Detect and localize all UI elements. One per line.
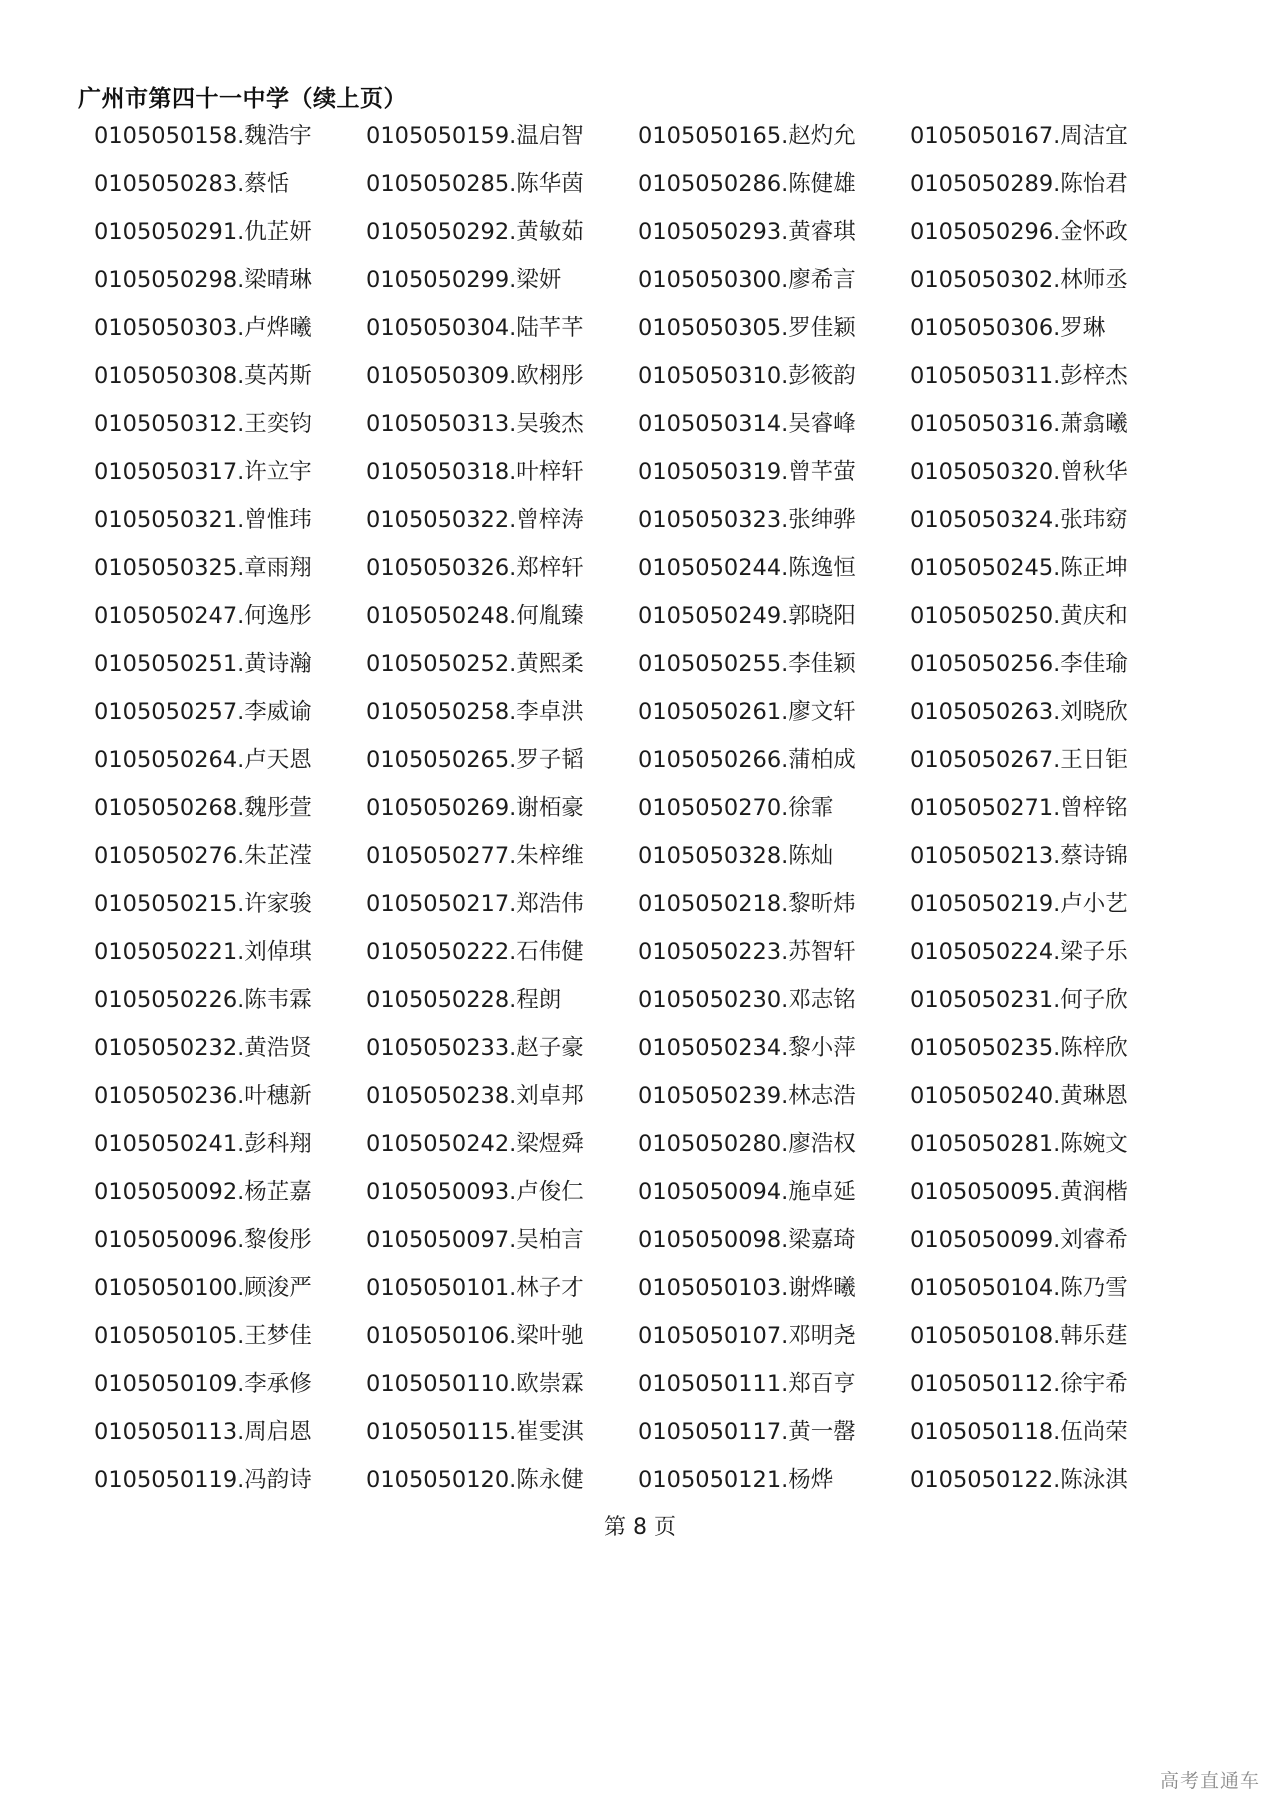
list-item: 0105050232.黄浩贤 [94, 1035, 312, 1061]
list-item: 0105050280.廖浩权 [638, 1131, 856, 1157]
list-item: 0105050112.徐宇希 [910, 1371, 1128, 1397]
list-item: 0105050235.陈梓欣 [910, 1035, 1128, 1061]
list-item: 0105050267.王日钜 [910, 747, 1128, 773]
list-item: 0105050305.罗佳颖 [638, 315, 856, 341]
list-item: 0105050319.曾芊萤 [638, 459, 856, 485]
list-item: 0105050107.邓明尧 [638, 1323, 856, 1349]
list-item: 0105050101.林子才 [366, 1275, 584, 1301]
list-item: 0105050236.叶穗新 [94, 1083, 312, 1109]
list-item: 0105050316.萧翕曦 [910, 411, 1128, 437]
list-item: 0105050099.刘睿希 [910, 1227, 1128, 1253]
list-item: 0105050317.许立宇 [94, 459, 312, 485]
page-number: 第 8 页 [604, 1515, 676, 1540]
list-item: 0105050296.金怀政 [910, 219, 1128, 245]
list-item: 0105050263.刘晓欣 [910, 699, 1128, 725]
list-item: 0105050115.崔雯淇 [366, 1419, 584, 1445]
list-item: 0105050308.莫芮斯 [94, 363, 312, 389]
list-item: 0105050323.张绅骅 [638, 507, 856, 533]
list-item: 0105050094.施卓延 [638, 1179, 856, 1205]
list-item: 0105050226.陈韦霖 [94, 987, 312, 1013]
list-item: 0105050224.梁子乐 [910, 939, 1128, 965]
list-item: 0105050218.黎昕炜 [638, 891, 856, 917]
list-item: 0105050219.卢小艺 [910, 891, 1128, 917]
list-item: 0105050247.何逸彤 [94, 603, 312, 629]
list-item: 0105050251.黄诗瀚 [94, 651, 312, 677]
list-item: 0105050325.章雨翔 [94, 555, 312, 581]
list-item: 0105050228.程朗 [366, 987, 562, 1013]
list-item: 0105050277.朱梓维 [366, 843, 584, 869]
list-item: 0105050302.林师丞 [910, 267, 1128, 293]
list-item: 0105050244.陈逸恒 [638, 555, 856, 581]
list-item: 0105050119.冯韵诗 [94, 1467, 312, 1493]
list-item: 0105050095.黄润楷 [910, 1179, 1128, 1205]
list-item: 0105050292.黄敏茹 [366, 219, 584, 245]
list-item: 0105050215.许家骏 [94, 891, 312, 917]
list-item: 0105050293.黄睿琪 [638, 219, 856, 245]
list-item: 0105050158.魏浩宇 [94, 123, 312, 149]
list-item: 0105050100.顾浚严 [94, 1275, 312, 1301]
list-item: 0105050249.郭晓阳 [638, 603, 856, 629]
list-item: 0105050276.朱芷滢 [94, 843, 312, 869]
list-item: 0105050230.邓志铭 [638, 987, 856, 1013]
list-item: 0105050159.温启智 [366, 123, 584, 149]
list-item: 0105050286.陈健雄 [638, 171, 856, 197]
list-item: 0105050306.罗琳 [910, 315, 1106, 341]
list-item: 0105050121.杨烨 [638, 1467, 834, 1493]
list-item: 0105050310.彭筱韵 [638, 363, 856, 389]
list-item: 0105050320.曾秋华 [910, 459, 1128, 485]
list-item: 0105050118.伍尚荣 [910, 1419, 1128, 1445]
list-item: 0105050321.曾惟玮 [94, 507, 312, 533]
list-item: 0105050240.黄琳恩 [910, 1083, 1128, 1109]
list-item: 0105050245.陈正坤 [910, 555, 1128, 581]
list-item: 0105050300.廖希言 [638, 267, 856, 293]
list-item: 0105050299.梁妍 [366, 267, 562, 293]
list-item: 0105050271.曾梓铭 [910, 795, 1128, 821]
list-item: 0105050256.李佳瑜 [910, 651, 1128, 677]
list-item: 0105050303.卢烨曦 [94, 315, 312, 341]
list-item: 0105050120.陈永健 [366, 1467, 584, 1493]
list-item: 0105050312.王奕钧 [94, 411, 312, 437]
list-item: 0105050322.曾梓涛 [366, 507, 584, 533]
list-item: 0105050167.周洁宜 [910, 123, 1128, 149]
list-item: 0105050239.林志浩 [638, 1083, 856, 1109]
list-item: 0105050242.梁煜舜 [366, 1131, 584, 1157]
list-item: 0105050328.陈灿 [638, 843, 834, 869]
list-item: 0105050234.黎小萍 [638, 1035, 856, 1061]
list-item: 0105050217.郑浩伟 [366, 891, 584, 917]
list-item: 0105050221.刘倬琪 [94, 939, 312, 965]
list-item: 0105050165.赵灼允 [638, 123, 856, 149]
list-item: 0105050250.黄庆和 [910, 603, 1128, 629]
list-item: 0105050093.卢俊仁 [366, 1179, 584, 1205]
list-item: 0105050269.谢栢豪 [366, 795, 584, 821]
list-item: 0105050309.欧栩彤 [366, 363, 584, 389]
list-item: 0105050248.何胤臻 [366, 603, 584, 629]
list-item: 0105050270.徐霏 [638, 795, 834, 821]
list-item: 0105050111.郑百亨 [638, 1371, 856, 1397]
list-item: 0105050318.叶梓轩 [366, 459, 584, 485]
list-item: 0105050314.吴睿峰 [638, 411, 856, 437]
list-item: 0105050258.李卓洪 [366, 699, 584, 725]
list-item: 0105050106.梁叶驰 [366, 1323, 584, 1349]
list-item: 0105050257.李威谕 [94, 699, 312, 725]
list-item: 0105050313.吴骏杰 [366, 411, 584, 437]
list-item: 0105050265.罗子韬 [366, 747, 584, 773]
list-item: 0105050304.陆芊芊 [366, 315, 584, 341]
list-item: 0105050108.韩乐莛 [910, 1323, 1128, 1349]
list-item: 0105050104.陈乃雪 [910, 1275, 1128, 1301]
list-item: 0105050283.蔡恬 [94, 171, 290, 197]
list-item: 0105050252.黄熙柔 [366, 651, 584, 677]
list-item: 0105050098.梁嘉琦 [638, 1227, 856, 1253]
list-item: 0105050291.仇芷妍 [94, 219, 312, 245]
list-item: 0105050238.刘卓邦 [366, 1083, 584, 1109]
list-item: 0105050103.谢烨曦 [638, 1275, 856, 1301]
watermark: 高考直通车 [1159, 1770, 1260, 1792]
list-item: 0105050233.赵子豪 [366, 1035, 584, 1061]
list-item: 0105050311.彭梓杰 [910, 363, 1128, 389]
list-item: 0105050097.吴柏言 [366, 1227, 584, 1253]
list-item: 0105050222.石伟健 [366, 939, 584, 965]
list-item: 0105050255.李佳颖 [638, 651, 856, 677]
list-item: 0105050213.蔡诗锦 [910, 843, 1128, 869]
page-title: 广州市第四十一中学（续上页） [78, 86, 407, 112]
list-item: 0105050268.魏彤萱 [94, 795, 312, 821]
student-list-grid [94, 122, 1174, 1514]
list-item: 0105050241.彭科翔 [94, 1131, 312, 1157]
list-item: 0105050092.杨芷嘉 [94, 1179, 312, 1205]
list-item: 0105050113.周启恩 [94, 1419, 312, 1445]
list-item: 0105050223.苏智轩 [638, 939, 856, 965]
list-item: 0105050326.郑梓轩 [366, 555, 584, 581]
list-item: 0105050110.欧崇霖 [366, 1371, 584, 1397]
list-item: 0105050266.蒲柏成 [638, 747, 856, 773]
list-item: 0105050231.何子欣 [910, 987, 1128, 1013]
list-item: 0105050281.陈婉文 [910, 1131, 1128, 1157]
list-item: 0105050264.卢天恩 [94, 747, 312, 773]
list-item: 0105050285.陈华茵 [366, 171, 584, 197]
list-item: 0105050109.李承修 [94, 1371, 312, 1397]
list-item: 0105050261.廖文轩 [638, 699, 856, 725]
list-item: 0105050289.陈怡君 [910, 171, 1128, 197]
list-item: 0105050324.张玮窈 [910, 507, 1128, 533]
list-item: 0105050096.黎俊彤 [94, 1227, 312, 1253]
list-item: 0105050122.陈泳淇 [910, 1467, 1128, 1493]
list-item: 0105050105.王梦佳 [94, 1323, 312, 1349]
list-item: 0105050298.梁晴琳 [94, 267, 312, 293]
list-item: 0105050117.黄一罄 [638, 1419, 856, 1445]
